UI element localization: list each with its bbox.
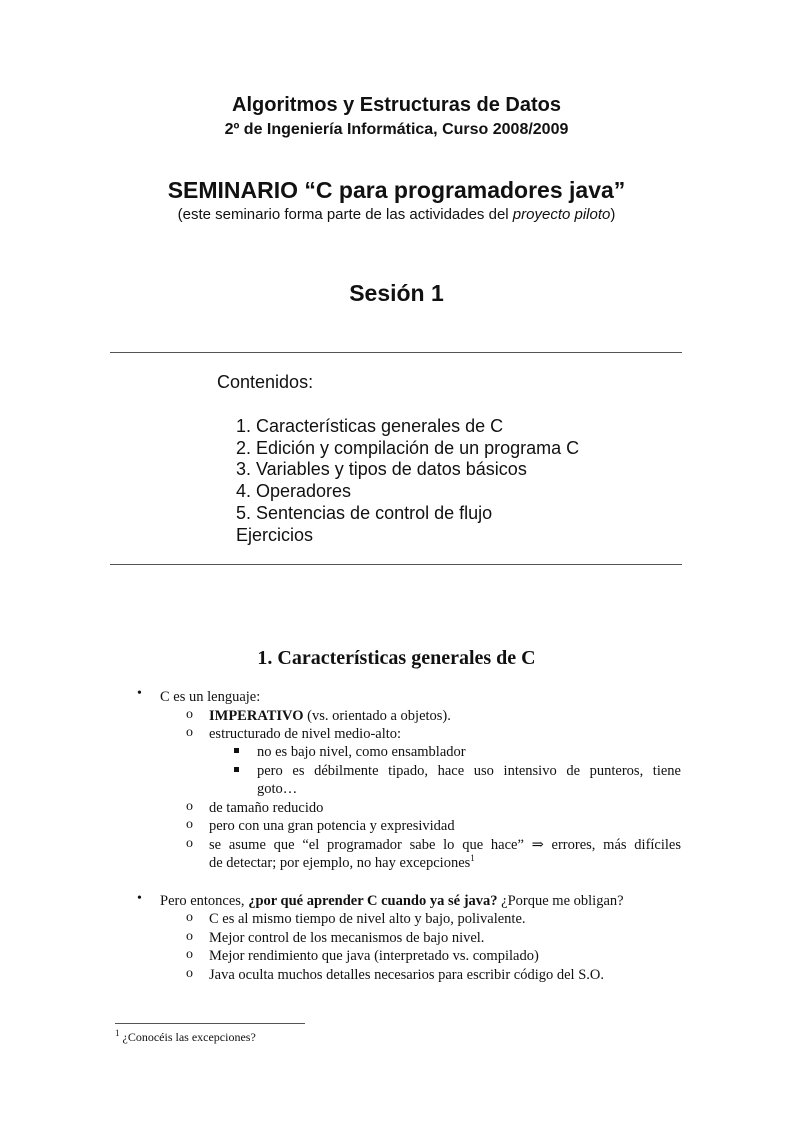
circle-bullet-icon: o <box>186 817 193 832</box>
bullet2-text <box>160 892 624 910</box>
sub-item-asume-line2 <box>209 854 475 872</box>
seminar-note-italic: proyecto piloto <box>512 206 611 223</box>
contents-item <box>236 416 579 438</box>
sub-item-imperativo <box>209 707 451 725</box>
contents-list <box>236 416 579 546</box>
bullet2-sub-item: Mejor control de los mecanismos de bajo nivel. <box>209 930 485 946</box>
contents-item-number: 3. <box>236 459 252 480</box>
course-subtitle: 2º de Ingeniería Informática, Curso 2008/2009 <box>224 121 569 138</box>
seminar-note-close: ) <box>610 206 616 223</box>
sub-item-tamano: de tamaño reducido <box>209 800 324 816</box>
contents-item <box>236 438 579 460</box>
footnote-mark: 1 <box>115 1028 120 1038</box>
sub-item-potencia: pero con una gran potencia y expresividad <box>209 818 455 834</box>
imperativo-bold: IMPERATIVO <box>209 708 304 724</box>
square-bullet-icon <box>234 767 239 772</box>
contents-item-label: Variables y tipos de datos básicos <box>256 459 527 480</box>
imperativo-rest: (vs. orientado a objetos). <box>303 708 451 724</box>
contents-item-number: 4. <box>236 481 252 502</box>
circle-bullet-icon: o <box>186 910 193 925</box>
circle-bullet-icon: o <box>186 836 193 851</box>
seminar-note-text: (este seminario forma parte de las actividades del <box>177 206 513 223</box>
contents-item-number: 5. <box>236 502 252 523</box>
course-title: Algoritmos y Estructuras de Datos <box>232 94 561 116</box>
contents-item-label: Operadores <box>256 481 352 502</box>
bullet2-text-bold: ¿por qué aprender C cuando ya sé java? <box>248 893 498 909</box>
bullet2-sub-item: C es al mismo tiempo de nivel alto y bajo, polivalente. <box>209 911 526 927</box>
footnote-divider <box>115 1023 305 1024</box>
sub-item-estructurado: estructurado de nivel medio-alto: <box>209 726 402 742</box>
sub-sub-item-bajo-nivel: no es bajo nivel, como ensamblador <box>257 744 466 760</box>
circle-bullet-icon: o <box>186 929 193 944</box>
footnote-text: ¿Conocéis las excepciones? <box>119 1030 256 1044</box>
circle-bullet-icon: o <box>186 725 193 740</box>
contents-item-label: Sentencias de control de flujo <box>256 502 493 523</box>
asume-line2-text: de detectar; por ejemplo, no hay excepciones <box>209 855 471 871</box>
contents-item <box>236 481 579 503</box>
contents-item-number: 2. <box>236 437 252 458</box>
circle-bullet-icon: o <box>186 966 193 981</box>
bullet-dot-icon: • <box>137 686 142 701</box>
sub-item-asume-line1: se asume que “el programador sabe lo que hace” ⇒ errores, más difíciles <box>209 837 681 853</box>
contents-item-label: Características generales de C <box>256 416 504 436</box>
seminar-note <box>0 206 793 223</box>
sub-sub-item-tipado-line2: goto… <box>257 781 298 797</box>
bullet2-text-after: ¿Porque me obligan? <box>497 893 624 909</box>
divider-top <box>110 352 682 353</box>
divider-bottom <box>110 564 682 565</box>
footnote-reference[interactable]: 1 <box>470 853 475 864</box>
contents-item <box>236 459 579 481</box>
circle-bullet-icon: o <box>186 707 193 722</box>
contents-extra: Ejercicios <box>236 524 314 545</box>
section-title: 1. Características generales de C <box>257 647 536 669</box>
sub-sub-item-tipado-line1: pero es débilmente tipado, hace uso intensivo de punteros, tiene <box>257 763 681 779</box>
bullet2-sub-item: Java oculta muchos detalles necesarios para escribir código del S.O. <box>209 967 604 983</box>
footnote <box>115 1030 256 1045</box>
square-bullet-icon <box>234 748 239 753</box>
session-title: Sesión 1 <box>349 280 444 306</box>
circle-bullet-icon: o <box>186 947 193 962</box>
contents-heading: Contenidos: <box>217 372 314 392</box>
contents-item-label: Edición y compilación de un programa C <box>256 437 580 458</box>
bullet-dot-icon: • <box>137 891 142 906</box>
circle-bullet-icon: o <box>186 799 193 814</box>
bullet2-sub-item: Mejor rendimiento que java (interpretado vs. compilado) <box>209 948 539 964</box>
contents-item-number: 1. <box>236 416 252 436</box>
contents-item <box>236 503 579 525</box>
bullet1-text: C es un lenguaje: <box>160 689 261 705</box>
seminar-title: SEMINARIO “C para programadores java” <box>167 177 626 203</box>
bullet2-text-before: Pero entonces, <box>160 893 249 909</box>
